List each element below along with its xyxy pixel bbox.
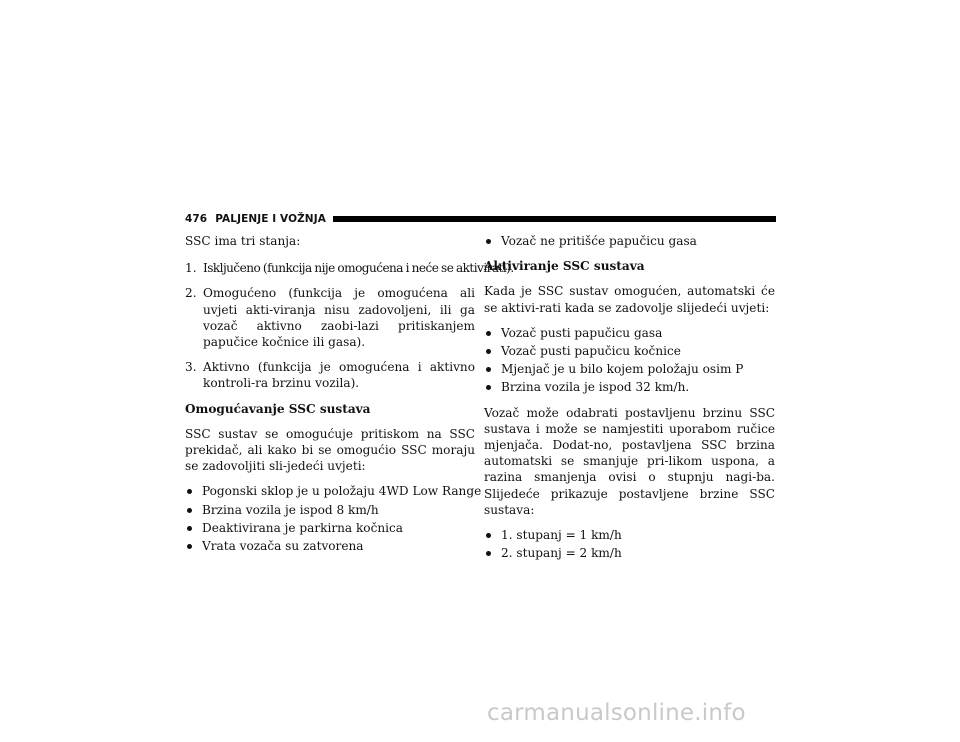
list-item: Vrata vozača su zatvorena: [185, 538, 475, 554]
list-item: Vozač ne pritišće papučicu gasa: [484, 233, 775, 249]
gear-speed-list: [484, 527, 775, 561]
left-column: [185, 233, 514, 563]
list-item: Deaktivirana je parkirna kočnica: [185, 520, 475, 536]
state-item-1: [185, 260, 514, 276]
states-intro: SSC ima tri stanja:: [185, 234, 301, 248]
continued-conditions-list: [484, 233, 775, 249]
page-number: 476: [185, 213, 208, 225]
list-item: Vozač pusti papučicu kočnice: [484, 343, 775, 359]
list-item: Brzina vozila je ispod 32 km/h.: [484, 379, 775, 395]
page-header: [185, 212, 776, 226]
speed-setting-paragraph: Vozač može odabrati postavljenu brzinu SSC sustava i može se namjestiti uporabom ručice mjenjača. Dodat-no, postavljena SSC brzina automatski se smanjuje pri-likom uspona, a razina smanjenja ovisi o stupnju nagi-ba. Slijedeće prikazuje postavljene brzine SSC sustava:: [484, 405, 775, 517]
section-title: PALJENJE I VOŽNJA: [215, 213, 326, 225]
activation-paragraph: Kada je SSC sustav omogućen, automatski će se aktivi-rati kada se zadovolje slijedeći uvjeti:: [484, 284, 775, 315]
list-item: 1. stupanj = 1 km/h: [484, 527, 775, 543]
list-item: Mjenjač je u bilo kojem položaju osim P: [484, 361, 775, 377]
state-text: Omogućeno (funkcija je omogućena ali uvjeti akti-viranja nisu zadovoljeni, ili ga vozač aktivno zaobi-lazi pritiskanjem papučice kočnice ili gasa).: [203, 286, 475, 350]
section-heading-activation: Aktiviranje SSC sustava: [484, 259, 645, 274]
state-number: 1.: [185, 261, 197, 276]
state-item-3: [185, 359, 475, 391]
state-text: Isključeno (funkcija nije omogućena i neće se aktivirati).: [203, 261, 514, 276]
state-number: 3.: [185, 360, 197, 375]
state-item-2: [185, 285, 475, 350]
list-item: Pogonski sklop je u položaju 4WD Low Range: [185, 483, 475, 499]
list-item: 2. stupanj = 2 km/h: [484, 545, 775, 561]
list-item: Brzina vozila je ispod 8 km/h: [185, 502, 475, 518]
enabling-conditions-list: [185, 483, 482, 554]
enabling-paragraph: SSC sustav se omogućuje pritiskom na SSC prekidač, ali kako bi se omogućio SSC moraju se zadovoljiti sli-jedeći uvjeti:: [185, 426, 475, 474]
state-number: 2.: [185, 286, 197, 301]
header-rule: [333, 216, 776, 222]
list-item: Vozač pusti papučicu gasa: [484, 325, 775, 341]
watermark: carmanualsonline.info: [487, 700, 746, 726]
state-text: Aktivno (funkcija je omogućena i aktivno kontroli-ra brzinu vozila).: [203, 360, 475, 391]
activation-conditions-list: [484, 325, 775, 396]
section-heading-enabling: Omogućavanje SSC sustava: [185, 401, 371, 416]
right-column: [484, 233, 775, 570]
